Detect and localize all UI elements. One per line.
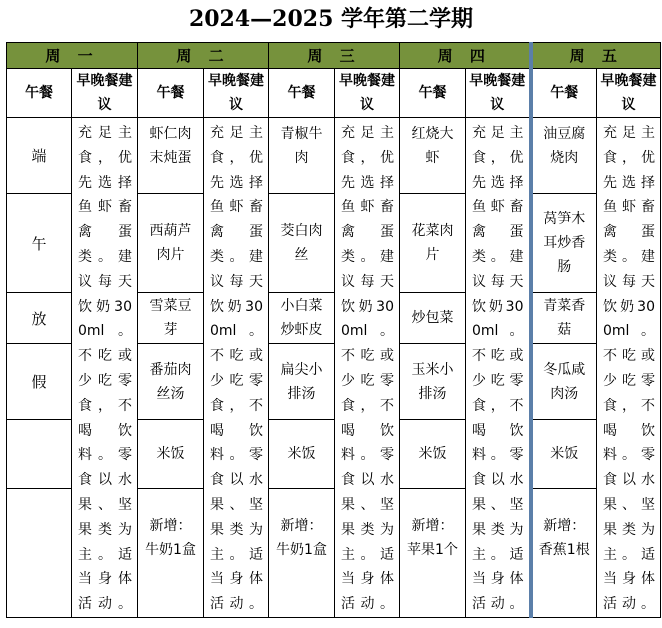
extra-note: 新增：苹果1个 — [400, 489, 466, 618]
lunch-dish: 米饭 — [531, 420, 597, 489]
advice-label: 早晚餐建议 — [597, 69, 661, 118]
monday-cell: 假 — [7, 344, 72, 420]
monday-cell: 放 — [7, 293, 72, 344]
lunch-dish: 花菜肉片 — [400, 194, 466, 293]
day-header-mon: 周 一 — [7, 43, 138, 69]
lunch-dish: 炒包菜 — [400, 293, 466, 344]
lunch-dish: 米饭 — [400, 420, 466, 489]
page-title: 2024—2025 学年第二学期 — [188, 6, 474, 32]
day-header-wed: 周 三 — [269, 43, 400, 69]
lunch-label: 午餐 — [138, 69, 204, 118]
advice-text: 充足主食，优先选择鱼虾畜禽蛋类。建议每天饮奶300ml。不吃或少吃零食，不喝饮料。零食以水果、坚果类为主。适当身体活动。 — [72, 118, 138, 618]
lunch-dish: 小白菜炒虾皮 — [269, 293, 335, 344]
advice-label: 早晚餐建议 — [335, 69, 400, 118]
lunch-dish: 雪菜豆芽 — [138, 293, 204, 344]
advice-label: 早晚餐建议 — [466, 69, 531, 118]
lunch-dish: 青菜香菇 — [531, 293, 597, 344]
monday-cell: 端 — [7, 118, 72, 194]
lunch-label: 午餐 — [7, 69, 72, 118]
lunch-dish: 虾仁肉末炖蛋 — [138, 118, 204, 194]
day-header-fri: 周 五 — [531, 43, 661, 69]
advice-text: 充足主食，优先选择鱼虾畜禽蛋类。建议每天饮奶300ml。不吃或少吃零食，不喝饮料。零食以水果、坚果类为主。适当身体活动。 — [335, 118, 400, 618]
lunch-dish: 莴笋木耳炒香肠 — [531, 194, 597, 293]
monday-cell: 午 — [7, 194, 72, 293]
lunch-dish: 米饭 — [269, 420, 335, 489]
menu-table — [6, 42, 661, 618]
day-header-thu: 周 四 — [400, 43, 531, 69]
lunch-dish: 西葫芦肉片 — [138, 194, 204, 293]
advice-text: 充足主食，优先选择鱼虾畜禽蛋类。建议每天饮奶300ml。不吃或少吃零食，不喝饮料。零食以水果、坚果类为主。适当身体活动。 — [597, 118, 661, 618]
extra-note: 新增：牛奶1盒 — [138, 489, 204, 618]
extra-note: 新增：牛奶1盒 — [269, 489, 335, 618]
advice-text: 充足主食，优先选择鱼虾畜禽蛋类。建议每天饮奶300ml。不吃或少吃零食，不喝饮料。零食以水果、坚果类为主。适当身体活动。 — [466, 118, 531, 618]
lunch-dish: 油豆腐烧肉 — [531, 118, 597, 194]
lunch-dish: 红烧大虾 — [400, 118, 466, 194]
lunch-dish: 冬瓜咸肉汤 — [531, 344, 597, 420]
advice-text: 充足主食，优先选择鱼虾畜禽蛋类。建议每天饮奶300ml。不吃或少吃零食，不喝饮料。零食以水果、坚果类为主。适当身体活动。 — [204, 118, 269, 618]
day-header-tue: 周 二 — [138, 43, 269, 69]
lunch-label: 午餐 — [400, 69, 466, 118]
lunch-dish: 扁尖小排汤 — [269, 344, 335, 420]
advice-label: 早晚餐建议 — [72, 69, 138, 118]
lunch-dish: 玉米小排汤 — [400, 344, 466, 420]
monday-cell — [7, 489, 72, 618]
lunch-dish: 茭白肉丝 — [269, 194, 335, 293]
monday-cell — [7, 420, 72, 489]
lunch-dish: 青椒牛肉 — [269, 118, 335, 194]
lunch-label: 午餐 — [531, 69, 597, 118]
extra-note: 新增：香蕉1根 — [531, 489, 597, 618]
lunch-dish: 米饭 — [138, 420, 204, 489]
lunch-dish: 番茄肉丝汤 — [138, 344, 204, 420]
lunch-label: 午餐 — [269, 69, 335, 118]
advice-label: 早晚餐建议 — [204, 69, 269, 118]
